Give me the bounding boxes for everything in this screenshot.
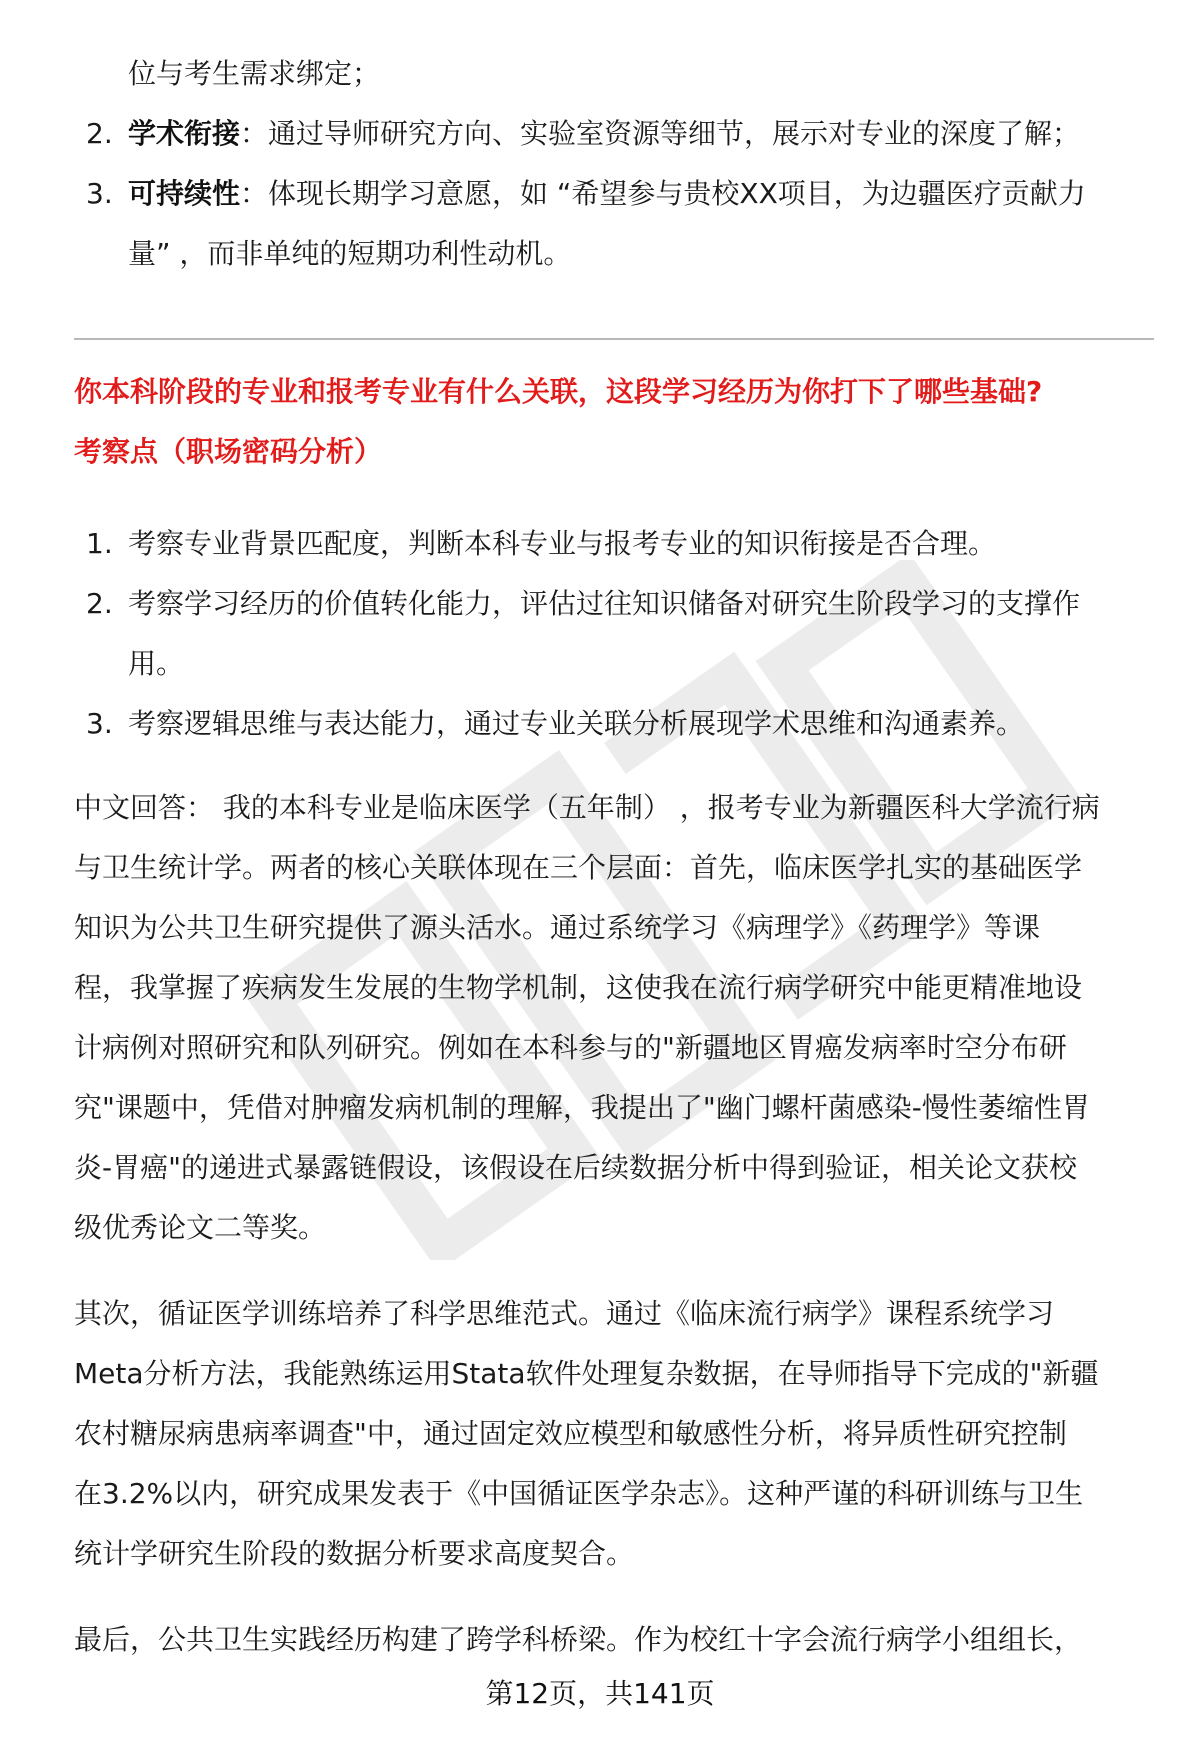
list-item [74, 574, 1154, 694]
list-item [74, 514, 1154, 574]
list-number: 2. [86, 587, 113, 620]
intro-list [74, 44, 1154, 284]
paragraph-line: 与卫生统计学。两者的核心关联体现在三个层面：首先，临床医学扎实的基础医学 [74, 851, 1083, 884]
list-number: 3. [86, 707, 113, 740]
list-item [74, 44, 1154, 104]
paragraph-line: 最后，公共卫生实践经历构建了跨学科桥梁。作为校红十字会流行病学小组组长， [74, 1623, 1083, 1656]
question-block [74, 362, 1154, 482]
exam-points-list [74, 514, 1154, 754]
answer-paragraph-2 [74, 1284, 1154, 1584]
list-item-text: 用。 [128, 647, 185, 680]
answer-paragraph-3 [74, 1610, 1154, 1670]
paragraph-line: 究"课题中，凭借对肿瘤发病机制的理解，我提出了"幽门螺杆菌感染-慢性萎缩性胃 [74, 1091, 1090, 1124]
list-item-text: 考察学习经历的价值转化能力，评估过往知识储备对研究生阶段学习的支撑作 [128, 587, 1081, 620]
paragraph-line: 知识为公共卫生研究提供了源头活水。通过系统学习《病理学》《药理学》等课 [74, 911, 1041, 944]
list-item-text: 考察专业背景匹配度，判断本科专业与报考专业的知识衔接是否合理。 [128, 527, 997, 560]
answer-paragraph-1 [74, 778, 1154, 1258]
list-item-text: ：体现长期学习意愿，如 “希望参与贵校XX项目，为边疆医疗贡献力 [240, 177, 1086, 210]
section-divider [74, 338, 1154, 340]
list-item [74, 694, 1154, 754]
paragraph-line: 在3.2%以内，研究成果发表于《中国循证医学杂志》。这种严谨的科研训练与卫生 [74, 1477, 1084, 1510]
paragraph-line: 炎-胃癌"的递进式暴露链假设，该假设在后续数据分析中得到验证，相关论文获校 [74, 1151, 1077, 1184]
list-number: 2. [86, 117, 113, 150]
paragraph-line: 统计学研究生阶段的数据分析要求高度契合。 [74, 1537, 635, 1570]
list-item-text: 量” ，而非单纯的短期功利性动机。 [128, 237, 572, 270]
list-item-title: 学术衔接 [128, 117, 241, 150]
paragraph-line: 其次，循证医学训练培养了科学思维范式。通过《临床流行病学》课程系统学习 [74, 1297, 1055, 1330]
question-subtitle: 考察点（职场密码分析） [74, 435, 383, 468]
paragraph-line: 级优秀论文二等奖。 [74, 1211, 327, 1244]
list-item-text: 位与考生需求绑定； [128, 57, 381, 90]
page-number: 第12页，共141页 [485, 1677, 715, 1710]
paragraph-line: 农村糖尿病患病率调查"中，通过固定效应模型和敏感性分析，将异质性研究控制 [74, 1417, 1067, 1450]
list-item-title: 可持续性 [128, 177, 241, 210]
list-number: 1. [86, 527, 113, 560]
list-item [74, 104, 1154, 164]
paragraph-line: 计病例对照研究和队列研究。例如在本科参与的"新疆地区胃癌发病率时空分布研 [74, 1031, 1067, 1064]
list-item [74, 164, 1154, 284]
paragraph-line: 程，我掌握了疾病发生发展的生物学机制，这使我在流行病学研究中能更精准地设 [74, 971, 1083, 1004]
paragraph-line: 中文回答： 我的本科专业是临床医学（五年制） ，报考专业为新疆医科大学流行病 [74, 791, 1100, 824]
question-title: 你本科阶段的专业和报考专业有什么关联，这段学习经历为你打下了哪些基础? [74, 375, 1043, 408]
list-number: 3. [86, 177, 113, 210]
list-item-text: 考察逻辑思维与表达能力，通过专业关联分析展现学术思维和沟通素养。 [128, 707, 1025, 740]
paragraph-line: Meta分析方法，我能熟练运用Stata软件处理复杂数据，在导师指导下完成的"新疆 [74, 1357, 1099, 1390]
list-item-text: ：通过导师研究方向、实验室资源等细节，展示对专业的深度了解； [240, 117, 1081, 150]
